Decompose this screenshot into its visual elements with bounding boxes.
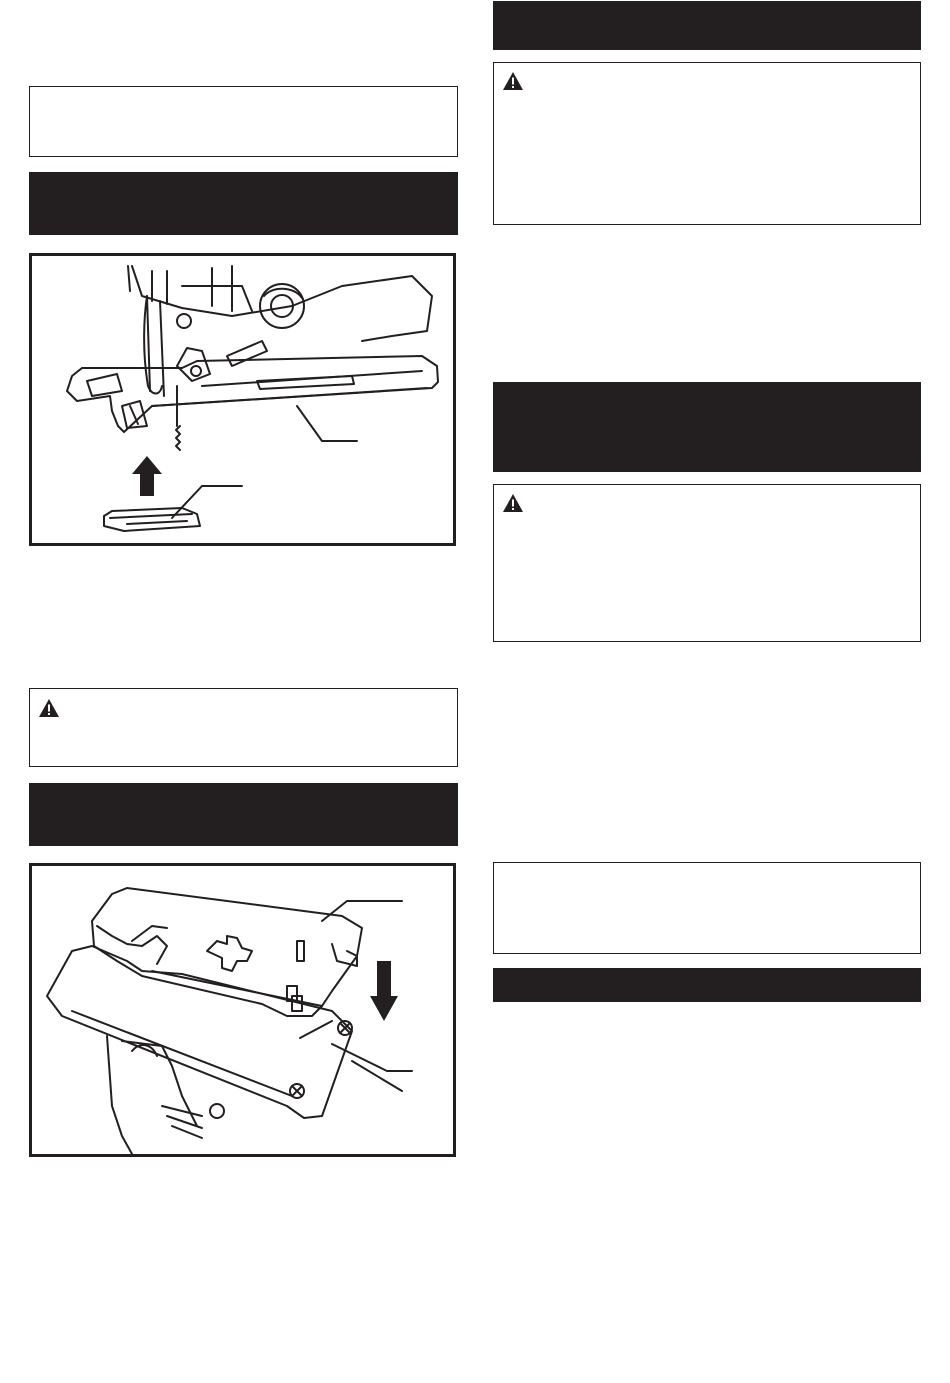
caution-box-left [29,688,458,767]
section-heading-bar-1 [29,172,458,235]
figure-base-protector [29,863,456,1157]
note-box-right [493,862,921,954]
base-protector-illustration [32,866,453,1154]
warning-triangle-icon [502,493,524,513]
section-heading-bar-3 [493,1,921,50]
jigsaw-base-illustration [32,256,453,543]
arrow-up-icon [132,456,162,496]
figure-anti-splintering-device [29,253,456,546]
section-heading-bar-2 [29,783,458,846]
caution-box-right-1 [493,62,921,225]
arrow-down-icon [370,961,398,1021]
warning-triangle-icon [38,698,60,718]
warning-triangle-icon [502,71,524,91]
caution-box-right-2 [493,484,921,642]
section-heading-bar-4 [493,382,921,472]
section-heading-bar-5 [493,968,921,1002]
note-box-top-left [29,86,458,157]
